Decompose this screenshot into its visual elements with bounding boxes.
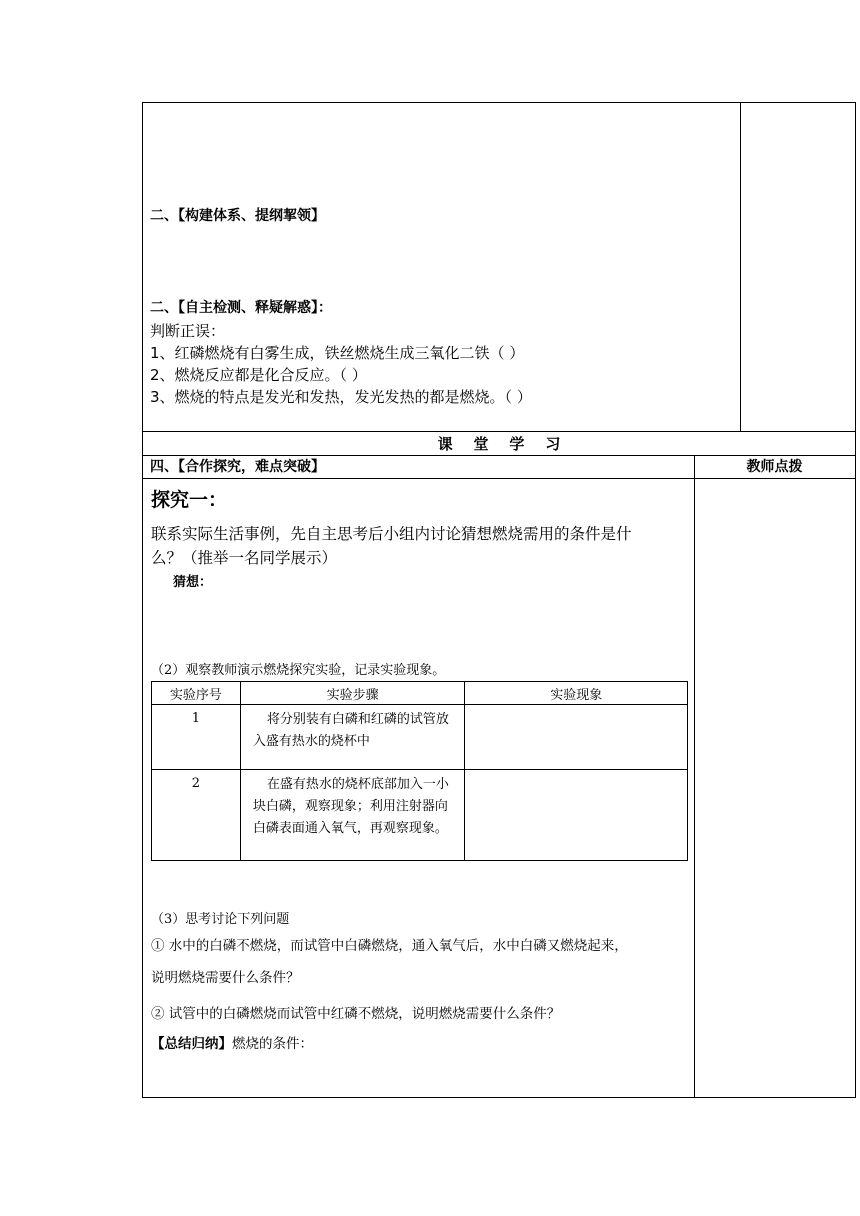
frame-right-border xyxy=(855,102,856,1098)
coop-heading: 四、【合作探究，难点突破】 xyxy=(150,459,325,475)
selfcheck-heading: 二、【自主检测、释疑解惑】： xyxy=(150,300,332,316)
summary-text: 燃烧的条件： xyxy=(232,1036,313,1052)
col-header-steps: 实验步骤 xyxy=(240,682,465,705)
judge-item-2: 2、燃烧反应都是化合反应。（ ） xyxy=(150,366,367,384)
row-2-step xyxy=(240,770,465,861)
framework-heading: 二、【构建体系、提纲挈领】 xyxy=(150,208,325,224)
top-column-divider xyxy=(740,102,741,432)
question-1-line-2: 说明燃烧需要什么条件？ xyxy=(151,970,300,986)
frame-left-border xyxy=(142,102,143,1098)
row-1-result-field[interactable] xyxy=(465,705,688,770)
row-2-number: 2 xyxy=(152,770,241,861)
explore-title: 探究一： xyxy=(151,489,228,511)
banner-top-border xyxy=(142,431,856,432)
judge-label: 判断正误： xyxy=(150,322,226,340)
explore-intro-line-1: 联系实际生活事例，先自主思考后小组内讨论猜想燃烧需用的条件是什 xyxy=(151,525,632,543)
discuss-label: （3）思考讨论下列问题 xyxy=(151,912,290,927)
lower-column-divider xyxy=(694,455,695,1098)
explore-intro-line-2: 么？（推举一名同学展示） xyxy=(151,549,338,567)
question-2: ② 试管中的白磷燃烧而试管中红磷不燃烧，说明燃烧需要什么条件？ xyxy=(151,1006,561,1022)
row-2-step-text: 在盛有热水的烧杯底部加入一小块白磷，观察现象；利用注射器向白磷表面通入氧气，再观察现象。 xyxy=(252,777,449,836)
table-header-row xyxy=(152,682,688,705)
judge-item-3: 3、燃烧的特点是发光和发热，发光发热的都是燃烧。（ ） xyxy=(150,388,532,406)
banner-bottom-border xyxy=(142,455,856,456)
judge-item-1: 1、红磷燃烧有白雾生成，铁丝燃烧生成三氧化二铁（ ） xyxy=(150,344,525,362)
guess-label: 猜想： xyxy=(173,575,213,590)
col-header-results: 实验现象 xyxy=(465,682,688,705)
col-header-number: 实验序号 xyxy=(152,682,241,705)
row-1-step xyxy=(240,705,465,770)
teacher-tips-heading: 教师点拨 xyxy=(746,459,803,475)
class-study-banner: 课 堂 学 习 xyxy=(437,435,561,453)
row-1-number: 1 xyxy=(152,705,241,770)
table-row xyxy=(152,705,688,770)
experiment-table xyxy=(151,681,688,861)
summary-line xyxy=(151,1036,313,1052)
frame-top-border xyxy=(142,102,856,103)
summary-label: 【总结归纳】 xyxy=(151,1036,232,1052)
row-1-step-text: 将分别装有白磷和红磷的试管放入盛有热水的烧杯中 xyxy=(252,712,449,749)
observe-instruction: （2）观察教师演示燃烧探究实验，记录实验现象。 xyxy=(151,663,446,678)
row-2-result-field[interactable] xyxy=(465,770,688,861)
header-row-bottom-border xyxy=(142,478,856,479)
frame-bottom-border xyxy=(142,1097,856,1098)
table-row xyxy=(152,770,688,861)
question-1-line-1: ① 水中的白磷不燃烧，而试管中白磷燃烧，通入氧气后，水中白磷又燃烧起来， xyxy=(151,938,628,954)
